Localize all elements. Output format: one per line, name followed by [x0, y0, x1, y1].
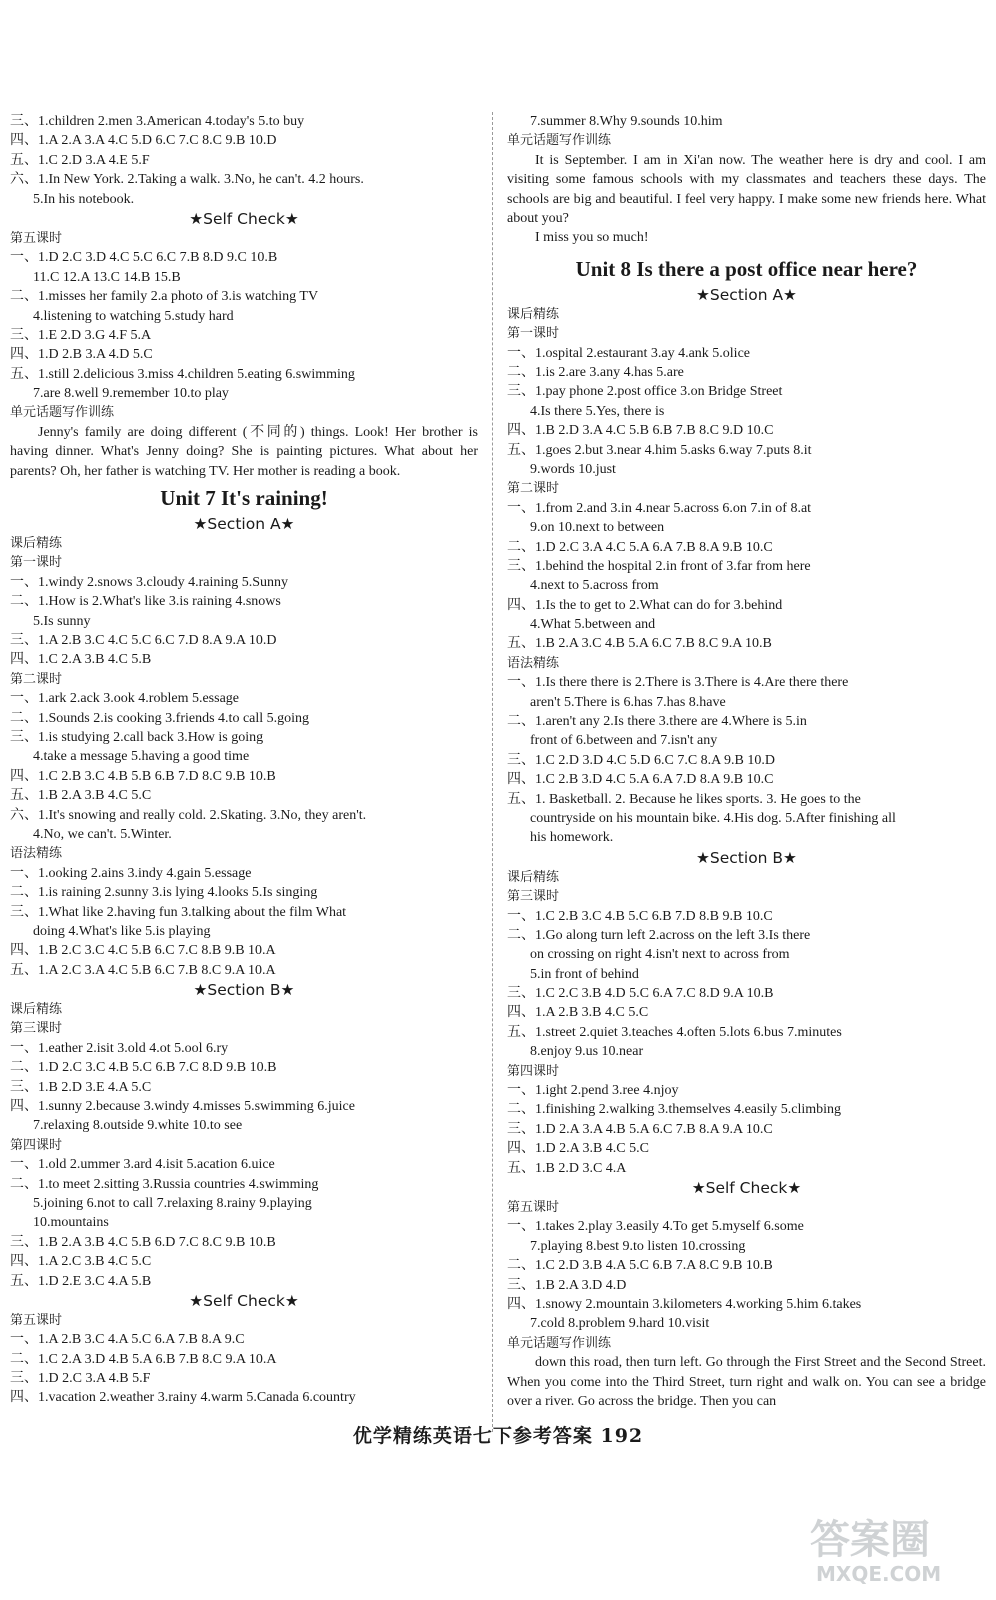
answer-line: 四、1.vacation 2.weather 3.rainy 4.warm 5.Canada 6.country [10, 1390, 356, 1406]
answer-line: 三、1.B 2.A 3.D 4.D [507, 1277, 627, 1293]
unit8-section-b-answers [507, 868, 986, 1178]
answer-line: 7.cold 8.problem 9.hard 10.visit [530, 1316, 710, 1332]
writing-heading: 单元话题写作训练 [507, 1335, 612, 1351]
lesson-label: 第五课时 [507, 1200, 560, 1215]
answer-line: 一、1.ark 2.ack 3.ook 4.roblem 5.essage [10, 691, 239, 707]
watermark-logo [806, 1507, 976, 1587]
writing-closing: I miss you so much! [535, 230, 649, 246]
answer-line: 五、1.C 2.D 3.A 4.E 5.F [10, 152, 150, 168]
answer-line: 5.in front of behind [530, 966, 639, 982]
answer-line: 四、1.C 2.B 3.D 4.C 5.A 6.A 7.D 8.A 9.B 10.C [507, 772, 774, 788]
answer-line: aren't 5.There is 6.has 7.has 8.have [530, 694, 726, 710]
answer-line: 11.C 12.A 13.C 14.B 15.B [33, 269, 181, 285]
answer-line: 二、1.misses her family 2.a photo of 3.is watching TV [10, 289, 319, 305]
answer-line: 5.joining 6.not to call 7.relaxing 8.rainy 9.playing [33, 1195, 312, 1211]
writing-heading: 单元话题写作训练 [10, 405, 115, 421]
column-divider [492, 112, 493, 1432]
lesson-label: 第一课时 [507, 326, 560, 342]
answer-line: 7.playing 8.best 9.to listen 10.crossing [530, 1238, 746, 1254]
unit8-section-a-heading: ★Section A★ [696, 285, 797, 304]
answer-line: 二、1.C 2.D 3.B 4.A 5.C 6.B 7.A 8.C 9.B 10.B [507, 1258, 773, 1274]
answer-line: 五、1. Basketball. 2. Because he likes sports. 3. He goes to the [507, 791, 861, 807]
answer-line: 二、1.to meet 2.sitting 3.Russia countries 4.swimming [10, 1176, 319, 1192]
lesson-label: 第二课时 [10, 671, 63, 687]
lesson-label: 课后精练 [507, 306, 560, 322]
answer-line: 四、1.A 2.B 3.B 4.C 5.C [507, 1005, 649, 1021]
answer-line: 三、1.is studying 2.call back 3.How is going [10, 729, 264, 745]
answer-line: doing 4.What's like 5.is playing [33, 923, 211, 939]
answer-line: 一、1.windy 2.snows 3.cloudy 4.raining 5.Sunny [10, 574, 289, 590]
answer-line: 8.enjoy 9.us 10.near [530, 1044, 644, 1060]
answer-line: 一、1.from 2.and 3.in 4.near 5.across 6.on 7.in of 8.at [507, 500, 812, 516]
answer-line: 五、1.A 2.C 3.A 4.C 5.B 6.C 7.B 8.C 9.A 10.A [10, 962, 276, 978]
lesson-label: 第五课时 [10, 1312, 63, 1328]
answer-line: 4.next to 5.across from [530, 578, 659, 594]
answer-line: 一、1.ospital 2.estaurant 3.ay 4.ank 5.olice [507, 345, 750, 361]
answer-line: 五、1.B 2.A 3.C 4.B 5.A 6.C 7.B 8.C 9.A 10.B [507, 636, 772, 652]
answer-line: 三、1.A 2.B 3.C 4.C 5.C 6.C 7.D 8.A 9.A 10.D [10, 633, 277, 649]
answer-line: 一、1.A 2.B 3.C 4.A 5.C 6.A 7.B 8.A 9.C [10, 1332, 245, 1348]
answer-line: 三、1.D 2.C 3.A 4.B 5.F [10, 1371, 151, 1387]
answer-line: 4.Is there 5.Yes, there is [530, 403, 665, 419]
answer-line: 五、1.still 2.delicious 3.miss 4.children 5.eating 6.swimming [10, 366, 355, 382]
answer-line: 10.mountains [33, 1215, 109, 1231]
answer-line: 5.In his notebook. [33, 191, 135, 207]
unit8-title: Unit 8 Is there a post office near here? [575, 256, 918, 281]
unit8-section-a-answers [507, 305, 986, 848]
answer-line: 四、1.B 2.C 3.C 4.C 5.B 6.C 7.C 8.B 9.B 10.A [10, 943, 276, 959]
watermark-sub-text: MXQE.COM [816, 1562, 942, 1586]
lesson-label: 第一课时 [10, 555, 63, 571]
answer-line: 二、1.finishing 2.walking 3.themselves 4.easily 5.climbing [507, 1102, 842, 1118]
answer-line: 三、1.D 2.A 3.A 4.B 5.A 6.C 7.B 8.A 9.A 10.C [507, 1121, 773, 1137]
answer-line: 四、1.C 2.B 3.C 4.B 5.B 6.B 7.D 8.C 9.B 10.B [10, 768, 276, 784]
answer-line: 二、1.Sounds 2.is cooking 3.friends 4.to call 5.going [10, 710, 310, 726]
answer-line: 一、1.takes 2.play 3.easily 4.To get 5.myself 6.some [507, 1219, 804, 1235]
answer-line: countryside on his mountain bike. 4.His dog. 5.After finishing all [530, 810, 896, 826]
self-check-heading: ★Self Check★ [189, 209, 299, 228]
answer-line: front of 6.between and 7.isn't any [530, 733, 718, 749]
answer-line: 4.listening to watching 5.study hard [33, 308, 234, 324]
answer-line: 一、1.ooking 2.ains 3.indy 4.gain 5.essage [10, 865, 252, 881]
lesson-label: 语法精练 [10, 846, 63, 862]
lesson-label: 第三课时 [507, 889, 560, 905]
answer-line: 二、1.D 2.C 3.A 4.C 5.A 6.A 7.B 8.A 9.B 10.C [507, 539, 773, 555]
unit7-section-a-heading: ★Section A★ [193, 515, 295, 534]
answer-line: 一、1.eather 2.isit 3.old 4.ot 5.ool 6.ry [10, 1040, 229, 1056]
answer-line: 五、1.street 2.quiet 3.teaches 4.often 5.lots 6.bus 7.minutes [507, 1024, 842, 1040]
lesson-label: 第三课时 [10, 1021, 63, 1037]
lesson-label: 课后精练 [10, 1002, 63, 1018]
unit7-section-b-heading: ★Section B★ [193, 981, 295, 1000]
answer-line: 四、1.A 2.C 3.B 4.C 5.C [10, 1254, 152, 1270]
answer-line: 7.are 8.well 9.remember 10.to play [33, 386, 229, 402]
unit8-self-check-answers [507, 1198, 986, 1334]
answer-line: 二、1.is raining 2.sunny 3.is lying 4.looks 5.Is singing [10, 885, 318, 901]
answer-line: 二、1.C 2.A 3.D 4.B 5.A 6.B 7.B 8.C 9.A 10.A [10, 1351, 277, 1367]
answer-line: 四、1.D 2.A 3.B 4.C 5.C [507, 1141, 649, 1157]
writing-sample: down this road, then turn left. Go through the First Street and the Second Street. When you come into the Third Street, turn right and walk on. You can see a bridge over a river. Go across the bridge. Then you can [507, 1355, 986, 1409]
answer-line: 二、1.is 2.are 3.any 4.has 5.are [507, 364, 684, 380]
answer-line: 四、1.Is the to get to 2.What can do for 3.behind [507, 597, 783, 613]
answer-line: 五、1.B 2.A 3.B 4.C 5.C [10, 788, 152, 804]
unit6-top-answers [10, 112, 478, 209]
lesson-label: 课后精练 [507, 869, 560, 885]
answer-line: 五、1.goes 2.but 3.near 4.him 5.asks 6.way 7.puts 8.it [507, 442, 812, 458]
writing-sample: Jenny's family are doing different (不同的) things. Look! Her brother is having dinner. What's Jenny doing? She is painting pictures. What about her parents? Oh, her father is watching TV. Her mother is reading a book. [10, 424, 478, 479]
self-check-answers [10, 248, 478, 403]
answer-line: 二、1.D 2.C 3.C 4.B 5.C 6.B 7.C 8.D 9.B 10.B [10, 1060, 277, 1076]
answer-line: 4.No, we can't. 5.Winter. [33, 826, 172, 842]
writing-sample: It is September. I am in Xi'an now. The weather here is dry and cool. I am visiting some famous schools with my classmates and teachers these days. The schools are big and beautiful. I feel very happy. I make some new friends here. What about you? [507, 152, 986, 226]
answer-line: 7.summer 8.Why 9.sounds 10.him [530, 114, 723, 129]
answer-line: 二、1.aren't any 2.Is there 3.there are 4.Where is 5.in [507, 714, 807, 730]
page-footer: 优学精练英语七下参考答案 192 [352, 1425, 644, 1447]
watermark-main-text: 答案圈 [810, 1517, 930, 1563]
answer-line: 三、1.behind the hospital 2.in front of 3.far from here [507, 558, 811, 574]
lesson-label: 第二课时 [507, 481, 560, 497]
answer-line: his homework. [530, 830, 614, 846]
writing-heading: 单元话题写作训练 [507, 133, 612, 149]
answer-line: 四、1.snowy 2.mountain 3.kilometers 4.working 5.him 6.takes [507, 1296, 862, 1312]
answer-line: 7.relaxing 8.outside 9.white 10.to see [33, 1118, 243, 1134]
answer-line: 四、1.sunny 2.because 3.windy 4.misses 5.swimming 6.juice [10, 1099, 355, 1115]
answer-line: 4.What 5.between and [530, 617, 656, 633]
unit7-title: Unit 7 It's raining! [160, 486, 328, 511]
answer-line: 三、1.pay phone 2.post office 3.on Bridge Street [507, 384, 783, 400]
answer-line: 4.take a message 5.having a good time [33, 749, 250, 765]
answer-line: 一、1.Is there there is 2.There is 3.There is 4.Are there there [507, 675, 849, 691]
answer-line: 二、1.How is 2.What's like 3.is raining 4.snows [10, 594, 281, 610]
lesson-label: 语法精练 [507, 655, 560, 671]
answer-line: 一、1.D 2.C 3.D 4.C 5.C 6.C 7.B 8.D 9.C 10.B [10, 250, 278, 266]
answer-line: 一、1.old 2.ummer 3.ard 4.isit 5.acation 6.uice [10, 1157, 275, 1173]
answer-line: 四、1.B 2.D 3.A 4.C 5.B 6.B 7.B 8.C 9.D 10.C [507, 423, 774, 439]
answer-line: 一、1.ight 2.pend 3.ree 4.njoy [507, 1083, 679, 1099]
answer-line: 五、1.B 2.D 3.C 4.A [507, 1160, 627, 1176]
answer-line: on crossing on right 4.isn't next to across from [530, 947, 790, 963]
answer-line: 四、1.A 2.A 3.A 4.C 5.D 6.C 7.C 8.C 9.B 10.D [10, 133, 277, 149]
right-column [507, 112, 986, 1411]
answer-line: 五、1.D 2.E 3.C 4.A 5.B [10, 1273, 152, 1289]
unit7-self-check-answers [10, 1311, 478, 1408]
unit7-section-a-answers [10, 534, 478, 980]
answer-line: 5.Is sunny [33, 613, 91, 629]
answer-line: 三、1.B 2.A 3.B 4.C 5.B 6.D 7.C 8.C 9.B 10.B [10, 1234, 276, 1250]
unit8-section-b-heading: ★Section B★ [696, 848, 797, 867]
unit7-self-check-heading: ★Self Check★ [189, 1291, 299, 1310]
lesson-label: 第五课时 [10, 230, 63, 246]
answer-line: 三、1.B 2.D 3.E 4.A 5.C [10, 1079, 152, 1095]
lesson-label: 课后精练 [10, 536, 63, 552]
left-column [10, 112, 478, 1408]
answer-line: 二、1.Go along turn left 2.across on the left 3.Is there [507, 927, 811, 943]
answer-line: 六、1.In New York. 2.Taking a walk. 3.No, he can't. 4.2 hours. [10, 172, 364, 188]
answer-line: 三、1.E 2.D 3.G 4.F 5.A [10, 327, 152, 343]
answer-line: 三、1.C 2.C 3.B 4.D 5.C 6.A 7.C 8.D 9.A 10.B [507, 986, 774, 1002]
answer-line: 三、1.C 2.D 3.D 4.C 5.D 6.C 7.C 8.A 9.B 10.D [507, 752, 775, 768]
unit7-section-b-answers [10, 1000, 478, 1291]
answer-line: 9.on 10.next to between [530, 520, 665, 536]
answer-line: 一、1.C 2.B 3.C 4.B 5.C 6.B 7.D 8.B 9.B 10.C [507, 908, 773, 924]
answer-line: 六、1.It's snowing and really cold. 2.Skating. 3.No, they aren't. [10, 807, 367, 823]
unit8-self-check-heading: ★Self Check★ [691, 1179, 802, 1197]
lesson-label: 第四课时 [507, 1063, 560, 1079]
answer-line: 三、1.What like 2.having fun 3.talking about the film What [10, 904, 347, 920]
answer-line: 四、1.C 2.A 3.B 4.C 5.B [10, 652, 152, 668]
lesson-label: 第四课时 [10, 1137, 63, 1153]
answer-line: 四、1.D 2.B 3.A 4.D 5.C [10, 347, 153, 363]
answer-line: 9.words 10.just [530, 461, 616, 477]
answer-line: 三、1.children 2.men 3.American 4.today's 5.to buy [10, 114, 305, 129]
